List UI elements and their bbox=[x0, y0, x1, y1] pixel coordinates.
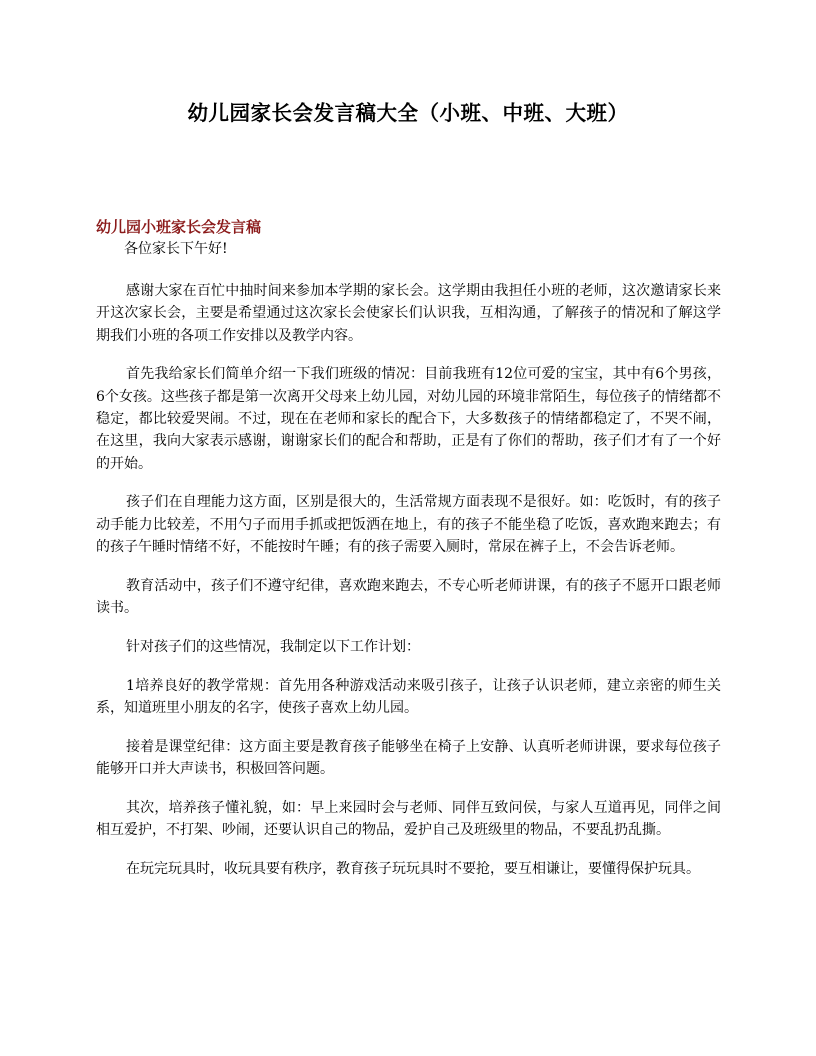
paragraph-plan-intro: 针对孩子们的这些情况，我制定以下工作计划： bbox=[126, 638, 420, 655]
paragraph-discipline: 教育活动中，孩子们不遵守纪律，喜欢跑来跑去，不专心听老师讲课，有的孩子不愿开口跟老师读书。 bbox=[96, 577, 721, 617]
paragraph-plan-toys: 在玩完玩具时，收玩具要有秩序，教育孩子玩玩具时不要抢，要互相谦让，要懂得保护玩具。 bbox=[126, 860, 700, 877]
document-title: 幼儿园家长会发言稿大全（小班、中班、大班） bbox=[187, 101, 629, 125]
paragraph-thanks: 感谢大家在百忙中抽时间来参加本学期的家长会。这学期由我担任小班的老师，这次邀请家长来开这次家长会，主要是希望通过这次家长会使家长们认识我，互相沟通，了解孩子的情况和了解这学期我们小班的各项工作安排以及教学内容。 bbox=[96, 283, 721, 344]
section-heading: 幼儿园小班家长会发言稿 bbox=[96, 218, 262, 236]
paragraph-class-intro: 首先我给家长们简单介绍一下我们班级的情况：目前我班有12位可爱的宝宝，其中有6个男孩，6个女孩。这些孩子都是第一次离开父母来上幼儿园，对幼儿园的环境非常陌生，每位孩子的情绪都不稳定，都比较爱哭闹。不过，现在在老师和家长的配合下，大多数孩子的情绪都稳定了，不哭不闹，在这里，我向大家表示感谢，谢谢家长们的配合和帮助，正是有了你们的帮助，孩子们才有了一个好的开始。 bbox=[96, 366, 721, 472]
document-body bbox=[96, 216, 721, 897]
greeting: 各位家长下午好! bbox=[124, 241, 228, 257]
paragraph-self-care: 孩子们在自理能力这方面，区别是很大的，生活常规方面表现不是很好。如：吃饭时，有的孩子动手能力比较差，不用勺子而用手抓或把饭洒在地上，有的孩子不能坐稳了吃饭，喜欢跑来跑去；有的孩子午睡时情绪不好，不能按时午睡；有的孩子需要入厕时，常尿在裤子上，不会告诉老师。 bbox=[96, 494, 721, 555]
paragraph-plan-manners: 其次，培养孩子懂礼貌，如：早上来园时会与老师、同伴互致问侯，与家人互道再见，同伴之间相互爱护，不打架、吵闹，还要认识自己的物品，爱护自己及班级里的物品，不要乱扔乱撕。 bbox=[96, 799, 721, 839]
paragraph-plan-classroom: 接着是课堂纪律：这方面主要是教育孩子能够坐在椅子上安静、认真听老师讲课，要求每位孩子能够开口并大声读书，积极回答问题。 bbox=[96, 738, 721, 778]
paragraph-plan-routine: 1培养良好的教学常规：首先用各种游戏活动来吸引孩子，让孩子认识老师，建立亲密的师生关系，知道班里小朋友的名字，使孩子喜欢上幼儿园。 bbox=[96, 677, 721, 716]
